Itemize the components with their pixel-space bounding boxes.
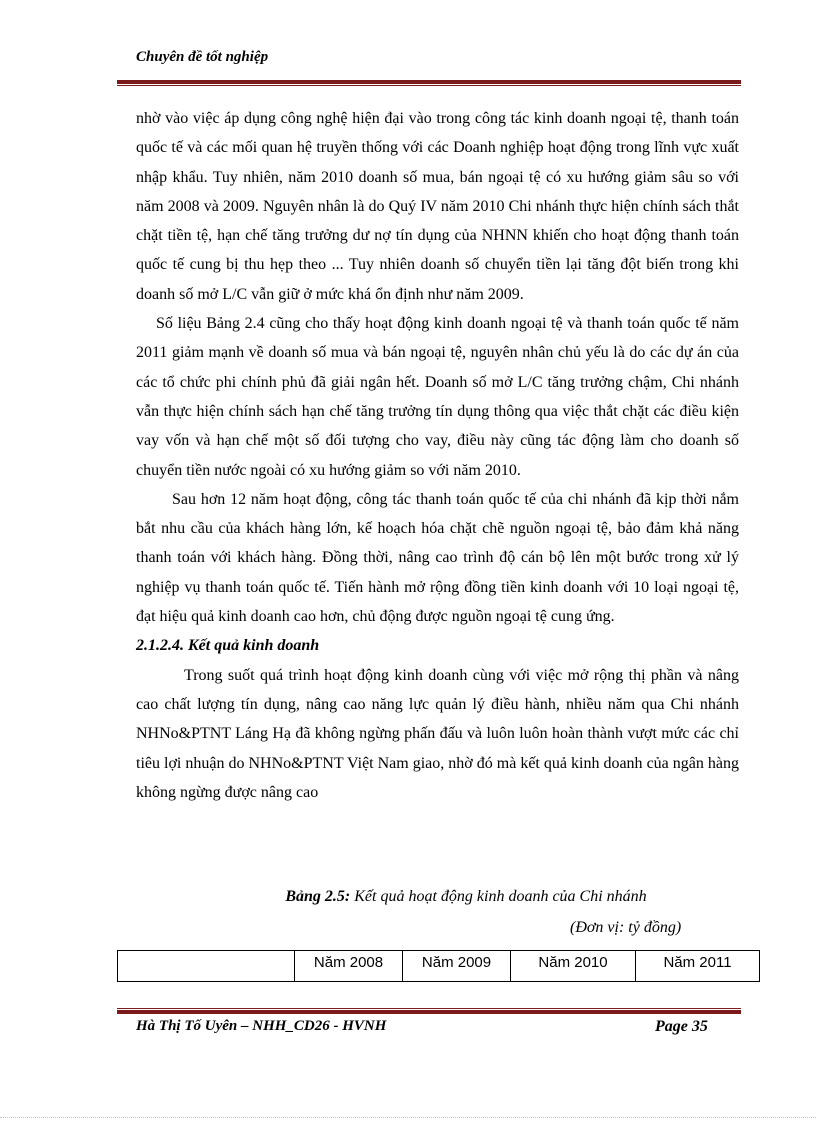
header-rule-thin (117, 85, 741, 86)
paragraph-3: Sau hơn 12 năm hoạt động, công tác thanh toán quốc tế của chi nhánh đã kịp thời nắm bắt nhu cầu của khách hàng lớn, kế hoạch hóa chặt chẽ nguồn ngoại tệ, bảo đảm khả năng thanh toán với khách hàng. Đồng thời, nâng cao trình độ cán bộ lên một bước trong xử lý nghiệp vụ thanh toán quốc tế. Tiến hành mở rộng đồng tiền kinh doanh với 10 loại ngoại tệ, đạt hiệu quả kinh doanh cao hơn, chủ động được nguồn ngoại tệ cung ứng. (136, 490, 739, 626)
paragraph-4: Trong suốt quá trình hoạt động kinh doanh cùng với việc mở rộng thị phần và nâng cao chất lượng tín dụng, nâng cao năng lực quản lý điều hành, nhiều năm qua Chi nhánh NHNo&PTNT Láng Hạ đã không ngừng phấn đấu và luôn luôn hoàn thành vượt mức các chỉ tiêu lợi nhuận do NHNo&PTNT Việt Nam giao, nhờ đó mà kết quả kinh doanh của ngân hàng không ngừng được nâng cao (136, 666, 739, 801)
table-header-2010: Năm 2010 (511, 951, 636, 982)
table-header-2009: Năm 2009 (403, 951, 511, 982)
results-table (117, 950, 760, 982)
page-number: Page 35 (655, 1018, 708, 1035)
table-header-2011: Năm 2011 (636, 951, 760, 982)
footer-rule (117, 1008, 741, 1014)
header-rule-thick (117, 80, 741, 84)
footer-author: Hà Thị Tố Uyên – NHH_CD26 - HVNH (136, 1018, 387, 1034)
table-header-row (118, 951, 760, 982)
paragraph-1: nhờ vào việc áp dụng công nghệ hiện đại vào trong công tác kinh doanh ngoại tệ, thanh toán quốc tế và các mối quan hệ truyền thống với các Doanh nghiệp hoạt động trong lĩnh vực xuất nhập khẩu. Tuy nhiên, năm 2010 doanh số mua, bán ngoại tệ có xu hướng giảm sâu so với năm 2008 và 2009. Nguyên nhân là do Quý IV năm 2010 Chi nhánh thực hiện chính sách thắt chặt tiền tệ, hạn chế tăng trưởng dư nợ tín dụng của NHNN khiến cho hoạt động thanh toán quốc tế cung bị thu hẹp theo ... Tuy nhiên doanh số chuyển tiền lại tăng đột biến trong khi doanh số mở L/C vẫn giữ ở mức khá ổn định như năm 2009. (136, 110, 739, 303)
table-caption-label: Bảng 2.5: (285, 888, 351, 905)
table-corner-cell (118, 951, 295, 982)
body-text (136, 104, 739, 807)
unit-note: (Đơn vị: tỷ đồng) (570, 919, 682, 936)
section-heading: 2.1.2.4. Kết quả kinh doanh (136, 637, 320, 655)
table-caption (136, 888, 796, 906)
header-rule (117, 80, 741, 86)
running-header-title: Chuyên đề tốt nghiệp (136, 49, 269, 65)
table-caption-text: Kết quả hoạt động kinh doanh của Chi nhánh (350, 888, 647, 905)
page-edge-dotted-line (0, 1117, 816, 1118)
footer-rule-thick (117, 1010, 741, 1014)
paragraph-2: Số liệu Bảng 2.4 cũng cho thấy hoạt động kinh doanh ngoại tệ và thanh toán quốc tế năm 2011 giảm mạnh về doanh số mua và bán ngoại tệ, nguyên nhân chủ yếu là do các dự án của các tổ chức phi chính phủ đã giải ngân hết. Doanh số mở L/C tăng trưởng chậm, Chi nhánh vẫn thực hiện chính sách hạn chế tăng trưởng tín dụng thông qua việc thắt chặt các điều kiện vay vốn và hạn chế một số đối tượng cho vay, điều này cũng tác động làm cho doanh số chuyển tiền nước ngoài có xu hướng giảm so với năm 2010. (136, 315, 739, 479)
footer-rule-thin (117, 1008, 741, 1009)
table-header-2008: Năm 2008 (295, 951, 403, 982)
